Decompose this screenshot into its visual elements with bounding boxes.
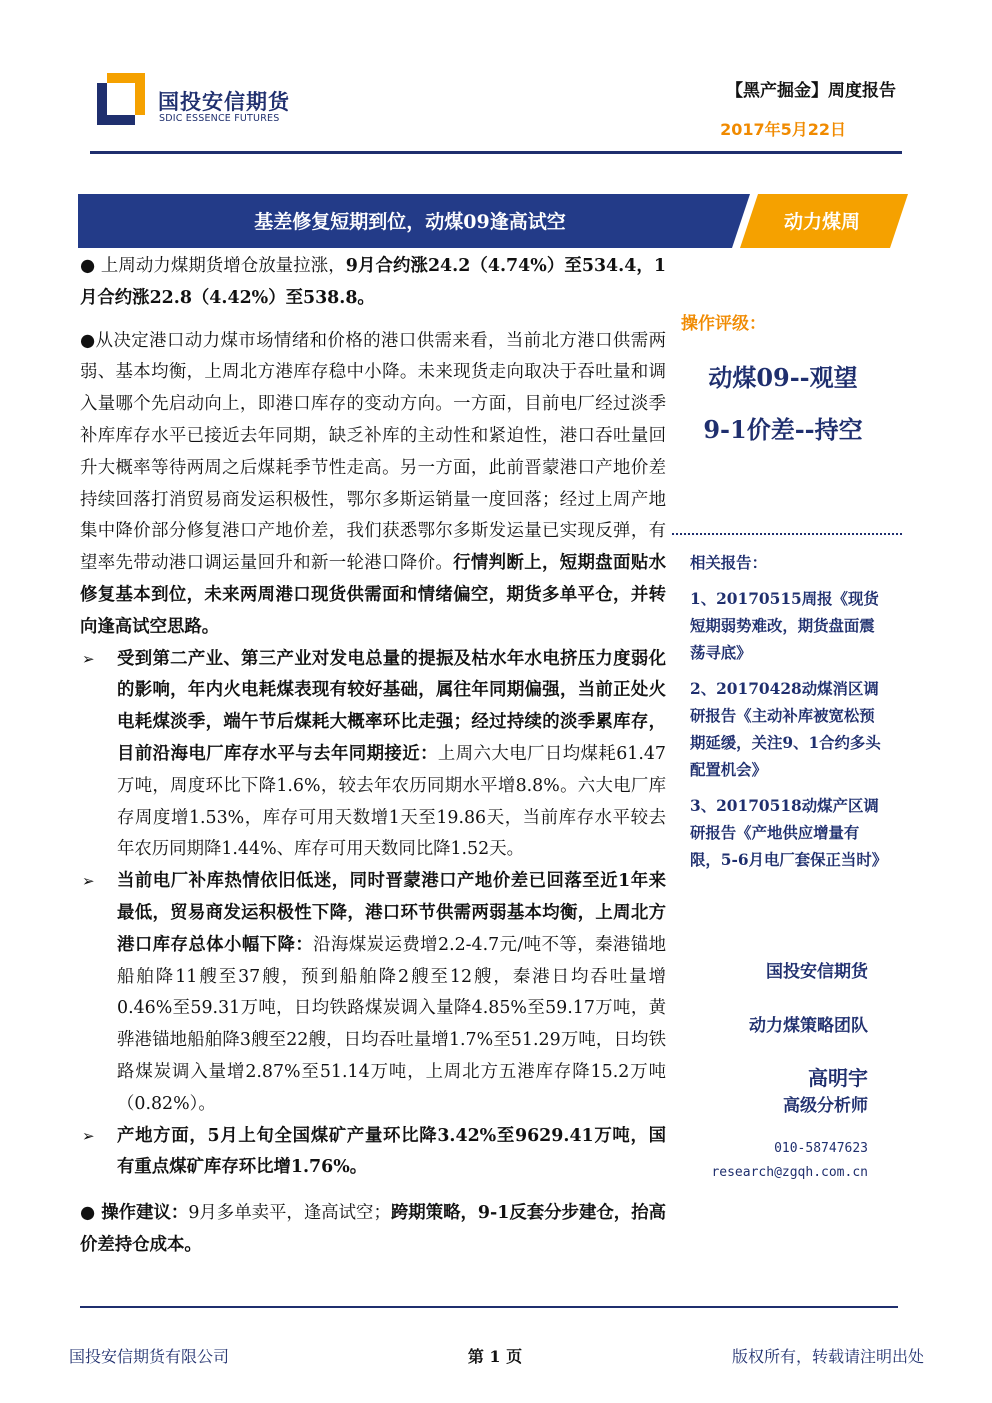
report-headline: 基差修复短期到位，动煤09逢高试空 [254,211,566,233]
analyst-title: 高级分析师 [783,1096,868,1116]
bullet-icon: ● [80,1203,102,1224]
footer-copyright: 版权所有，转载请注明出处 [731,1347,924,1366]
logo-english-name: SDIC ESSENCE FUTURES [159,113,280,124]
analysis-text: 从决定港口动力煤市场情绪和价格的港口供需来看，当前北方港口供需两弱、基本均衡，上周北方港库存稳中小降。未来现货走向取决于吞吐量和调入量哪个先启动向上，即港口库存的变动方向。一方面，目前电厂经过淡季补库库存水平已接近去年同期，缺乏补库的主动性和紧迫性，港口吞吐量回升大概率等待两周之后煤耗季节性走高。另一方面，此前晋蒙港口产地价差持续回落打消贸易商发运积极性，鄂尔多斯运销量一度回落；经过上周产地集中降价部分修复港口产地价差，我们获悉鄂尔多斯发运量已实现反弹，有望率先带动港口调运量回升和新一轮港口降价。 [80,330,666,574]
analyst-name: 高明宇 [808,1066,868,1090]
rating-contract-09: 动煤09--观望 [708,363,858,392]
related-reports-header: 相关报告： [690,554,767,572]
bullet-icon: ● [80,256,101,276]
point-production [80,1121,666,1185]
report-date: 2017年5月22日 [720,120,846,139]
related-reports [690,550,890,874]
contact-email[interactable]: research@zgqh.com.cn [711,1165,868,1180]
report-series-title: 【黑产掘金】周度报告 [726,81,896,101]
strategy-label: 操作建议： [101,1203,189,1224]
arrow-bullet-icon: ➢ [82,649,95,668]
summary-text: 上周动力煤期货增仓放量拉涨， [100,256,346,276]
company-logo [97,73,145,125]
point-demand-bold: 受到第二产业、第三产业对发电总量的提振及枯水年水电挤压力度弱化的影响，年内火电耗煤表现有较好基础，属往年同期偏强，当前正处火电耗煤淡季，端午节后煤耗大概率环比走强；经过持续的淡季累库存，目前沿海电厂库存水平与去年同期接近： [117,648,666,764]
related-report-link[interactable]: 3、20170518动煤产区调研报告《产地供应增量有限，5-6月电厂套保正当时》 [690,797,888,869]
strategy-text: 9月多单卖平，逢高试空； [188,1203,391,1224]
point-demand [80,644,666,867]
author-organization: 国投安信期货 [766,962,868,982]
strategy-paragraph [80,1198,666,1262]
page-number: 第 1 页 [467,1347,523,1366]
report-category-tag: 动力煤周 [783,211,860,233]
point-demand-text: 上周六大电厂日均煤耗61.47万吨，周度环比下降1.6%，较去年农历同期水平增8.8%。六大电厂库存周度增1.53%，库存可用天数增1天至19.86天，当前库存水平较去年农历同期降1.44%、库存可用天数同比降1.52天。 [117,743,666,860]
bullet-icon: ● [80,330,96,351]
summary-highlight: 9月合约涨24.2（4.74%）至534.4，1月合约涨22.8（4.42%）至538.8。 [80,256,666,308]
point-port-bold: 当前电厂补库热情依旧低迷，同时晋蒙港口产地价差已回落至近1年来最低，贸易商发运积极性下降，港口环节供需两弱基本均衡，上周北方港口库存总体小幅下降： [117,871,666,955]
strategy-spread: 跨期策略，9-1反套分步建仓，抬高价差持仓成本。 [80,1203,666,1255]
analysis-paragraph [80,326,666,644]
contact-phone: 010-58747623 [774,1141,868,1156]
footer-divider [80,1306,898,1308]
analysis-conclusion: 行情判断上，短期盘面贴水修复基本到位，未来两周港口现货供需面和情绪偏空，期货多单平仓，并转向逢高试空思路。 [80,553,666,637]
footer-company: 国投安信期货有限公司 [69,1347,230,1366]
header-divider [90,151,902,154]
logo-company-name: 国投安信期货 [158,90,290,114]
point-port [80,866,666,1120]
arrow-bullet-icon: ➢ [82,1126,95,1145]
point-port-text: 沿海煤炭运费增2.2-4.7元/吨不等，秦港锚地船舶降11艘至37艘，预到船舶降2艘至12艘，秦港日均吞吐量增0.46%至59.31万吨，日均铁路煤炭调入量降4.85%至59.17万吨，黄骅港锚地船舶降3艘至22艘，日均吞吐量增1.7%至51.29万吨，日均铁路煤炭调入量增2.87%至51.14万吨，上周北方五港库存降15.2万吨（0.82%）。 [117,934,666,1114]
rating-label: 操作评级： [681,314,766,334]
main-content [80,251,666,1262]
summary-paragraph [80,251,666,315]
rating-spread-9-1: 9-1价差--持空 [703,415,863,444]
point-production-bold: 产地方面，5月上旬全国煤矿产量环比降3.42%至9629.41万吨，国有重点煤矿库存环比增1.76%。 [117,1125,666,1178]
author-team: 动力煤策略团队 [749,1016,868,1036]
related-report-link[interactable]: 1、20170515周报《现货短期弱势难改，期货盘面震荡寻底》 [690,590,879,662]
sidebar-divider [672,533,902,535]
arrow-bullet-icon: ➢ [82,872,95,891]
related-report-link[interactable]: 2、20170428动煤消区调研报告《主动补库被宽松预期延缓，关注9、1合约多头配置机会》 [690,680,881,779]
